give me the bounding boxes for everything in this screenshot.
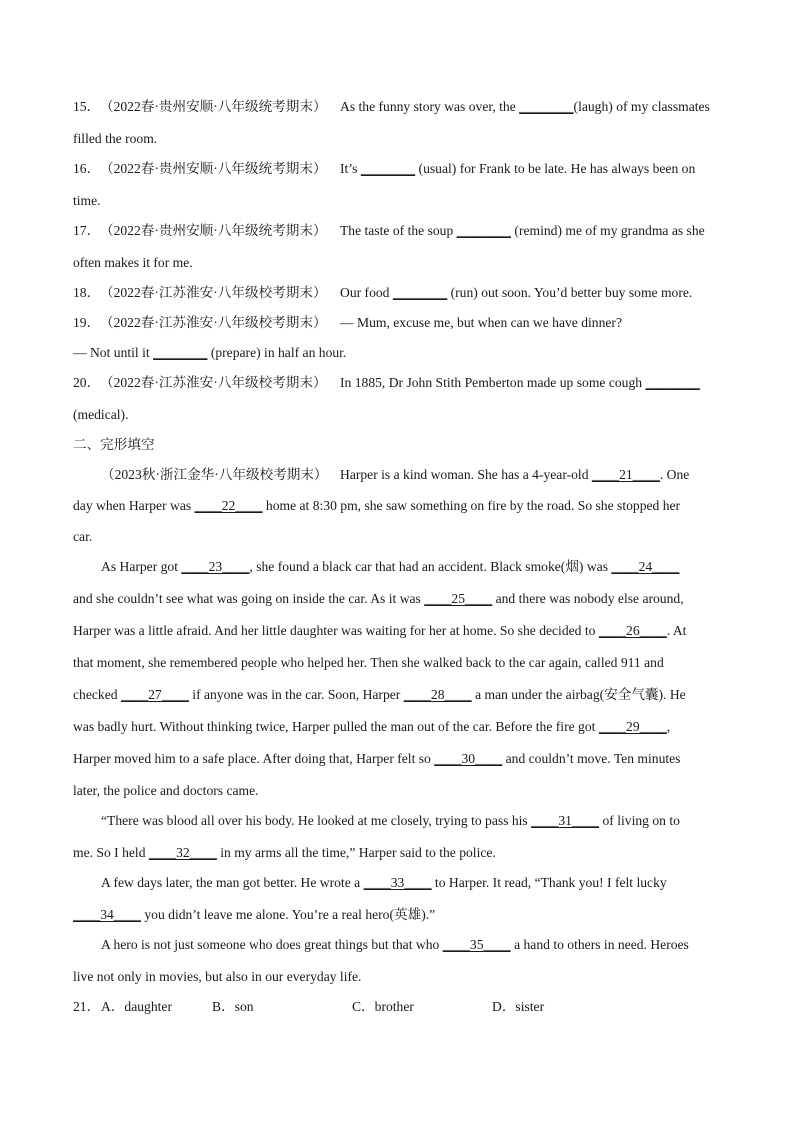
cloze-blank-23: ____23____ bbox=[181, 559, 250, 574]
question-number: 15． bbox=[73, 99, 101, 114]
cloze-blank-32: ____32____ bbox=[148, 845, 217, 860]
cloze-blank-24: ____24____ bbox=[611, 559, 680, 574]
question-text: The taste of the soup ________ (remind) me of my grandma as she bbox=[340, 223, 705, 238]
cloze-blank-35: ____35____ bbox=[442, 937, 511, 952]
option-a[interactable]: A．daughter bbox=[101, 999, 172, 1014]
question-source: （2022春·江苏淮安·八年级校考期末） bbox=[100, 285, 327, 300]
question-number: 18． bbox=[73, 285, 101, 300]
answer-blank: ________ bbox=[360, 161, 416, 176]
answer-blank: ________ bbox=[392, 285, 448, 300]
question-text: As the funny story was over, the ________(laugh) of my classmates bbox=[340, 99, 710, 114]
cloze-blank-33: ____33____ bbox=[363, 875, 432, 890]
question-number: 20． bbox=[73, 375, 101, 390]
question-text: Our food ________ (run) out soon. You’d better buy some more. bbox=[340, 285, 693, 300]
cloze-blank-34: ____34____ bbox=[73, 907, 141, 922]
cloze-blank-26: ____26____ bbox=[598, 623, 667, 638]
option-b[interactable]: B．son bbox=[212, 999, 254, 1014]
question-text: In 1885, Dr John Stith Pemberton made up some cough ________ bbox=[340, 375, 700, 390]
answer-blank: ________ bbox=[519, 99, 574, 114]
cloze-blank-28: ____28____ bbox=[403, 687, 472, 702]
question-text: It’s ________ (usual) for Frank to be late. He has always been on bbox=[340, 161, 696, 176]
question-number: 19． bbox=[73, 315, 101, 330]
cloze-blank-27: ____27____ bbox=[120, 687, 189, 702]
question-source: （2022春·贵州安顺·八年级统考期末） bbox=[100, 99, 327, 114]
cloze-blank-21: ____21____ bbox=[591, 467, 660, 482]
cloze-blank-29: ____29____ bbox=[598, 719, 667, 734]
choice-number: 21． bbox=[73, 999, 101, 1014]
option-c[interactable]: C．brother bbox=[352, 999, 414, 1014]
cloze-blank-25: ____25____ bbox=[424, 591, 493, 606]
passage-source: （2023秋·浙江金华·八年级校考期末） bbox=[101, 467, 328, 482]
question-source: （2022春·贵州安顺·八年级统考期末） bbox=[100, 161, 327, 176]
cloze-blank-22: ____22____ bbox=[194, 498, 263, 513]
cloze-blank-30: ____30____ bbox=[434, 751, 503, 766]
question-number: 17． bbox=[73, 223, 101, 238]
document-page: 15． （2022春·贵州安顺·八年级统考期末） As the funny story was over, the ________(laugh) of my classmates filled the room. 16． （2022春·贵州安顺·八年级统考期末） It’s ________ (usual) for Frank to be late. He has always been on time. 17． （2022春·贵州安顺·八年级统考期末） The taste of the soup ________ (remind) me of my grandma as she often makes it for me. 18． （2022春·江苏淮安·八年级校考期末） Our food ________ (run) out soon. You’d better buy some more. 19． （2022春·江苏淮安·八年级校考期末） — Mum, excuse me, but when can we have dinner? — Not until it ________ (prepare) in half an hour. 20． （2022春·江苏淮安·八年级校考期末） In 1885, Dr John Stith Pemberton made up some cough ________ (medical). 二、完形填空 （2023秋·浙江金华·八年级校考期末） Harper is a kind woman. She has a 4-year-old ____21____. One day when Harper was ____22____ home at 8:30 pm, she saw something on fire by the road. So she stopped her car. As Harper got ____23____, she found a black car that had an accident. Black smoke(烟) was ____24____ and she couldn’t see what was going on inside the car. As it was ____25____ and there was nobody else around, Harper was a little afraid. And her little daughter was waiting for her at home. So she decided to ____26____. At that moment, she remembered people who helped her. Then she walked back to the car again, called 911 and checked ____27____ if anyone was in the car. Soon, Harper ____28____ a man under the airbag(安全气囊). He was badly hurt. Without thinking twice, Harper pulled the man out of the car. Before the fire got ____29____, Harper moved him to a safe place. After doing that, Harper felt so ____30____ and couldn’t move. Ten minutes later, the police and doctors came. “There was blood all over his body. He looked at me closely, trying to pass his ____31____ of living on to me. So I held ____32____ in my arms all the time,” Harper said to the police. A few days later, the man got better. He wrote a ____33____ to Harper. It read, “Thank you! I felt lucky ____34____ you didn’t leave me alone. You’re a real hero(英雄).” A hero is not just someone who does great things but that who ____35____ a hand to others in need. Heroes live not only in movies, but also in our everyday life. 21． A．daughter B．son C．brother D．sister bbox=[73, 99, 710, 1014]
question-source: （2022春·贵州安顺·八年级统考期末） bbox=[100, 223, 327, 238]
question-source: （2022春·江苏淮安·八年级校考期末） bbox=[100, 375, 327, 390]
question-source: （2022春·江苏淮安·八年级校考期末） bbox=[100, 315, 327, 330]
answer-blank: ________ bbox=[645, 375, 700, 390]
answer-blank: ________ bbox=[456, 223, 512, 238]
question-number: 16． bbox=[73, 161, 101, 176]
option-d[interactable]: D．sister bbox=[492, 999, 545, 1014]
answer-blank: ________ bbox=[153, 345, 208, 360]
cloze-blank-31: ____31____ bbox=[531, 813, 600, 828]
question-text: — Mum, excuse me, but when can we have dinner? bbox=[340, 315, 622, 330]
